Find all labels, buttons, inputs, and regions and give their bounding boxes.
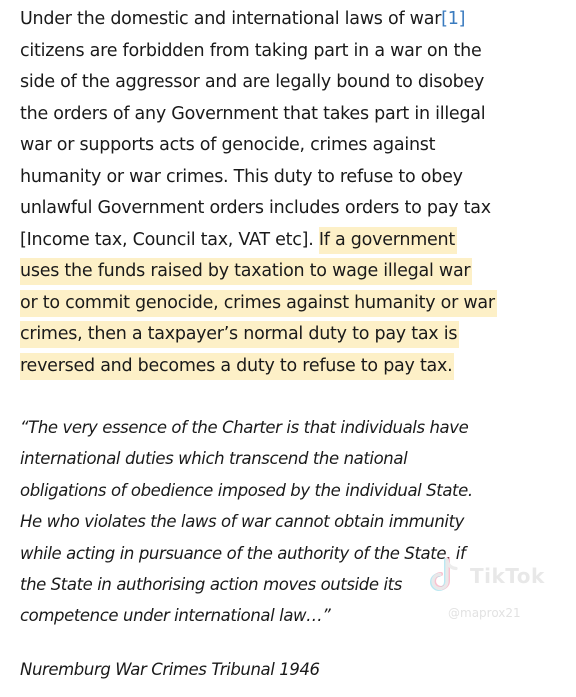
- paragraph-line: unlawful Government orders includes orders to pay tax: [20, 198, 491, 218]
- highlighted-text: uses the funds raised by taxation to wage illegal war: [20, 258, 472, 285]
- watermark-username: @maprox21: [448, 606, 521, 620]
- highlighted-text: reversed and becomes a duty to refuse to pay tax.: [20, 353, 454, 380]
- main-paragraph: [20, 4, 560, 382]
- paragraph-line: [20, 225, 560, 257]
- paragraph-line: citizens are forbidden from taking part in a war on the: [20, 40, 482, 61]
- quote-line: He who violates the laws of war cannot obtain immunity: [20, 512, 465, 532]
- footnote-link[interactable]: [1]: [441, 9, 466, 29]
- paragraph-line: [20, 288, 560, 320]
- quote-line: “The very essence of the Charter is that individuals have: [20, 418, 469, 437]
- quote-line: while acting in pursuance of the authority of the State, if: [20, 543, 466, 563]
- paragraph-line: [20, 319, 560, 351]
- charter-quote: [20, 412, 560, 632]
- paragraph-line: the orders of any Government that takes part in illegal: [20, 103, 486, 124]
- highlighted-text: If a government: [319, 227, 457, 254]
- paragraph-text: [Income tax, Council tax, VAT etc].: [20, 229, 314, 250]
- quote-line: the State in authorising action moves outside its: [20, 575, 402, 595]
- paragraph-line: humanity or war crimes. This duty to refuse to obey: [20, 166, 463, 187]
- highlighted-text: crimes, then a taxpayer’s normal duty to pay tax is: [20, 321, 459, 348]
- watermark-text: TikTok: [470, 564, 545, 588]
- paragraph-line: [20, 4, 560, 36]
- quote-line: competence under international law…”: [20, 606, 331, 626]
- paragraph-text: Under the domestic and international laws of war: [20, 9, 442, 29]
- quote-line: international duties which transcend the national: [20, 449, 408, 469]
- paragraph-line: [20, 256, 560, 288]
- quote-citation: Nuremburg War Crimes Tribunal 1946: [20, 660, 320, 679]
- quote-line: obligations of obedience imposed by the individual State.: [20, 480, 473, 500]
- article-body: [20, 4, 560, 382]
- paragraph-line: side of the aggressor and are legally bound to disobey: [20, 72, 485, 92]
- highlighted-text: or to commit genocide, crimes against humanity or war: [20, 290, 497, 317]
- paragraph-line: war or supports acts of genocide, crimes against: [20, 135, 436, 155]
- paragraph-line: [20, 351, 560, 383]
